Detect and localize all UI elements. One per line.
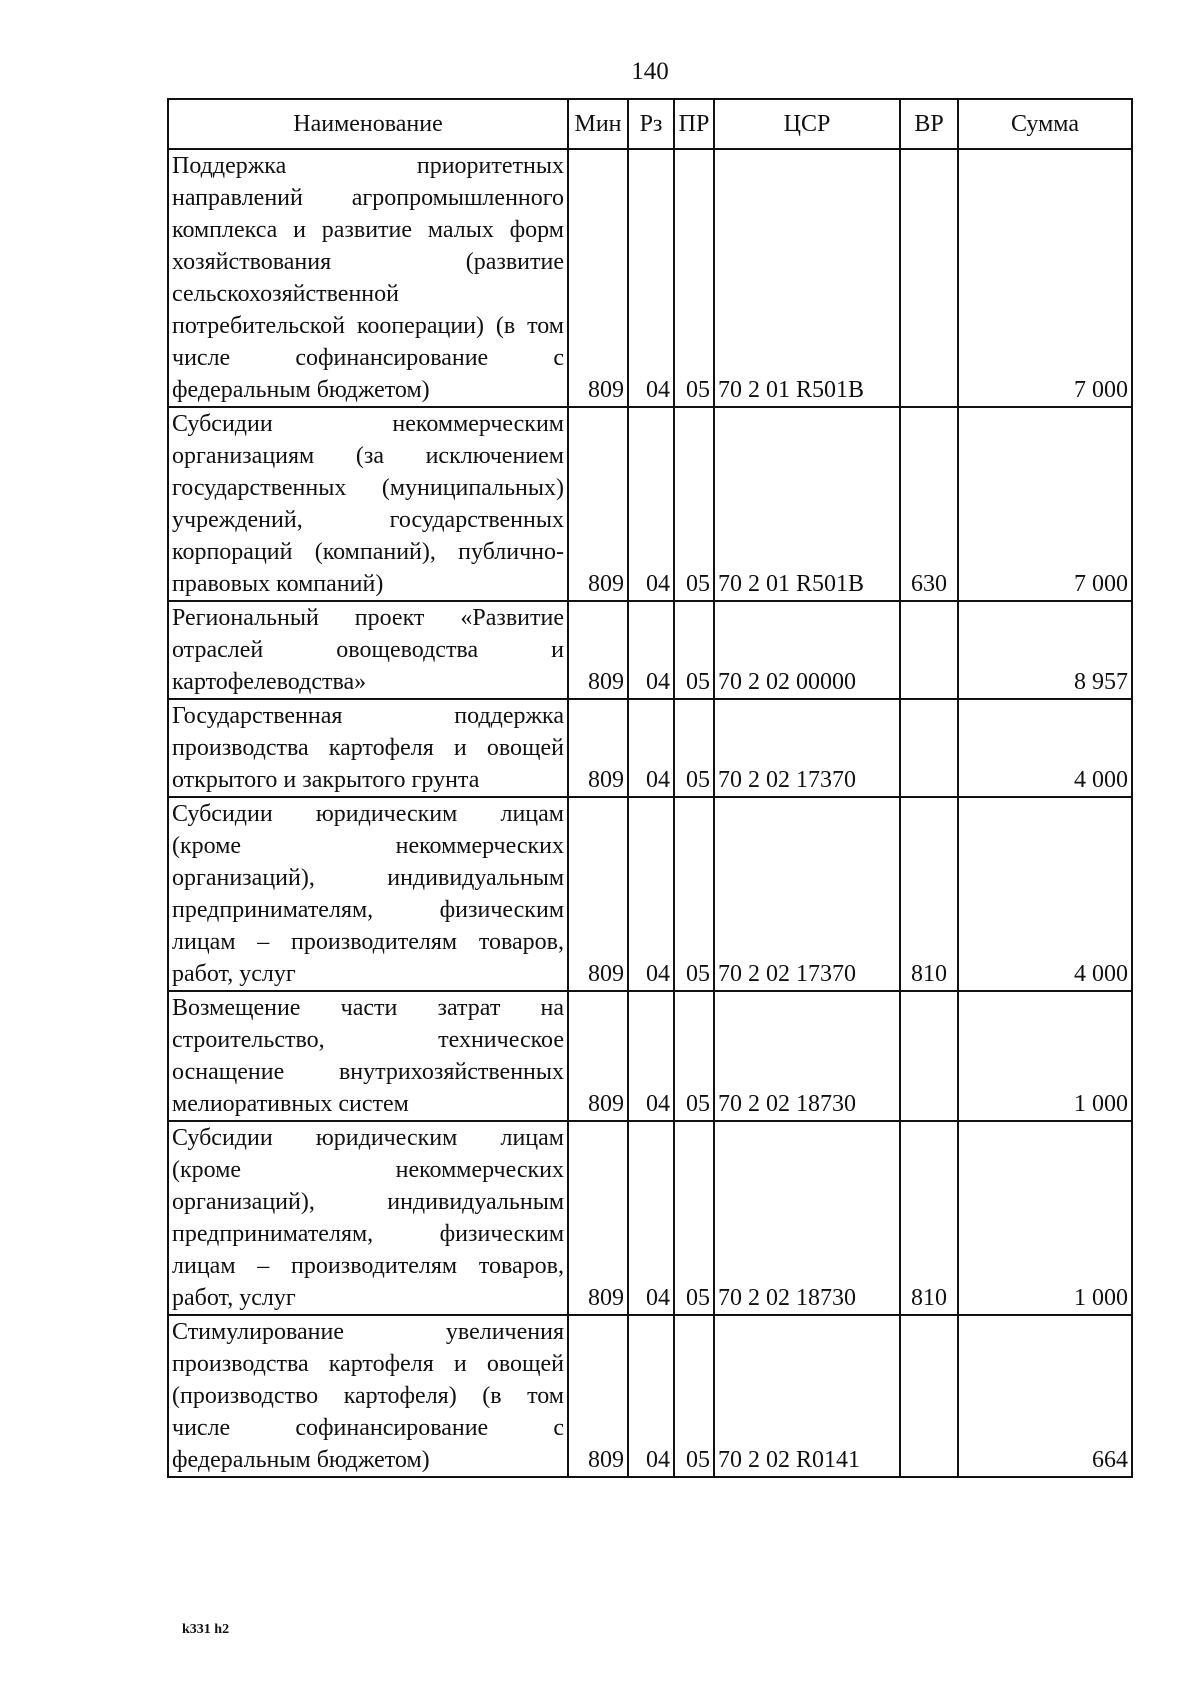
row-sum: 7 000 [958,407,1132,601]
row-min: 809 [568,699,628,797]
row-name: Субсидии юридическим лицам (кроме некоммерческих организаций), индивидуальным предпринимателям, физическим лицам – производителям товаров, работ, услуг [168,797,568,991]
header-pr: ПР [674,99,714,149]
row-vr: 810 [900,1121,958,1315]
header-min: Мин [568,99,628,149]
row-min: 809 [568,1121,628,1315]
table-row [168,1121,1132,1315]
footer-code: k331 h2 [182,1622,230,1637]
row-pr: 05 [674,149,714,407]
header-name: Наименование [168,99,568,149]
row-name: Поддержка приоритетных направлений агропромышленного комплекса и развитие малых форм хозяйствования (развитие сельскохозяйственной потребительской кооперации) (в том числе софинансирование с федеральным бюджетом) [168,149,568,407]
row-csr: 70 2 01 R501B [714,149,900,407]
row-min: 809 [568,407,628,601]
row-vr [900,1315,958,1477]
row-rz: 04 [628,601,674,699]
row-name: Субсидии юридическим лицам (кроме некоммерческих организаций), индивидуальным предпринимателям, физическим лицам – производителям товаров, работ, услуг [168,1121,568,1315]
row-sum: 1 000 [958,1121,1132,1315]
table-row [168,699,1132,797]
table-row [168,1315,1132,1477]
row-name: Субсидии некоммерческим организациям (за исключением государственных (муниципальных) учреждений, государственных корпораций (компаний), публично-правовых компаний) [168,407,568,601]
row-min: 809 [568,149,628,407]
row-vr [900,699,958,797]
row-sum: 4 000 [958,699,1132,797]
row-vr [900,991,958,1121]
row-csr: 70 2 02 00000 [714,601,900,699]
row-pr: 05 [674,699,714,797]
row-sum: 664 [958,1315,1132,1477]
row-sum: 4 000 [958,797,1132,991]
row-csr: 70 2 02 17370 [714,699,900,797]
row-min: 809 [568,601,628,699]
row-min: 809 [568,1315,628,1477]
header-sum: Сумма [958,99,1132,149]
table-row [168,601,1132,699]
row-vr: 810 [900,797,958,991]
row-pr: 05 [674,407,714,601]
header-rz: Рз [628,99,674,149]
table-row [168,407,1132,601]
row-name: Региональный проект «Развитие отраслей овощеводства и картофелеводства» [168,601,568,699]
row-csr: 70 2 02 R0141 [714,1315,900,1477]
row-min: 809 [568,797,628,991]
table-row [168,797,1132,991]
row-pr: 05 [674,601,714,699]
row-sum: 7 000 [958,149,1132,407]
header-csr: ЦСР [714,99,900,149]
row-csr: 70 2 02 18730 [714,1121,900,1315]
row-name: Государственная поддержка производства картофеля и овощей открытого и закрытого грунта [168,699,568,797]
row-name: Возмещение части затрат на строительство, техническое оснащение внутрихозяйственных мелиоративных систем [168,991,568,1121]
row-rz: 04 [628,797,674,991]
row-vr: 630 [900,407,958,601]
row-rz: 04 [628,407,674,601]
row-vr [900,149,958,407]
row-min: 809 [568,991,628,1121]
row-csr: 70 2 01 R501B [714,407,900,601]
row-csr: 70 2 02 18730 [714,991,900,1121]
table-row [168,149,1132,407]
header-vr: ВР [900,99,958,149]
row-pr: 05 [674,1121,714,1315]
row-rz: 04 [628,699,674,797]
budget-table [167,98,1133,1478]
table-header-row [168,99,1132,149]
row-rz: 04 [628,149,674,407]
row-rz: 04 [628,991,674,1121]
row-csr: 70 2 02 17370 [714,797,900,991]
row-name: Стимулирование увеличения производства картофеля и овощей (производство картофеля) (в том числе софинансирование с федеральным бюджетом) [168,1315,568,1477]
row-sum: 1 000 [958,991,1132,1121]
row-rz: 04 [628,1315,674,1477]
row-pr: 05 [674,1315,714,1477]
page-number: 140 [631,58,669,85]
row-pr: 05 [674,991,714,1121]
row-rz: 04 [628,1121,674,1315]
table-row [168,991,1132,1121]
row-pr: 05 [674,797,714,991]
row-sum: 8 957 [958,601,1132,699]
row-vr [900,601,958,699]
